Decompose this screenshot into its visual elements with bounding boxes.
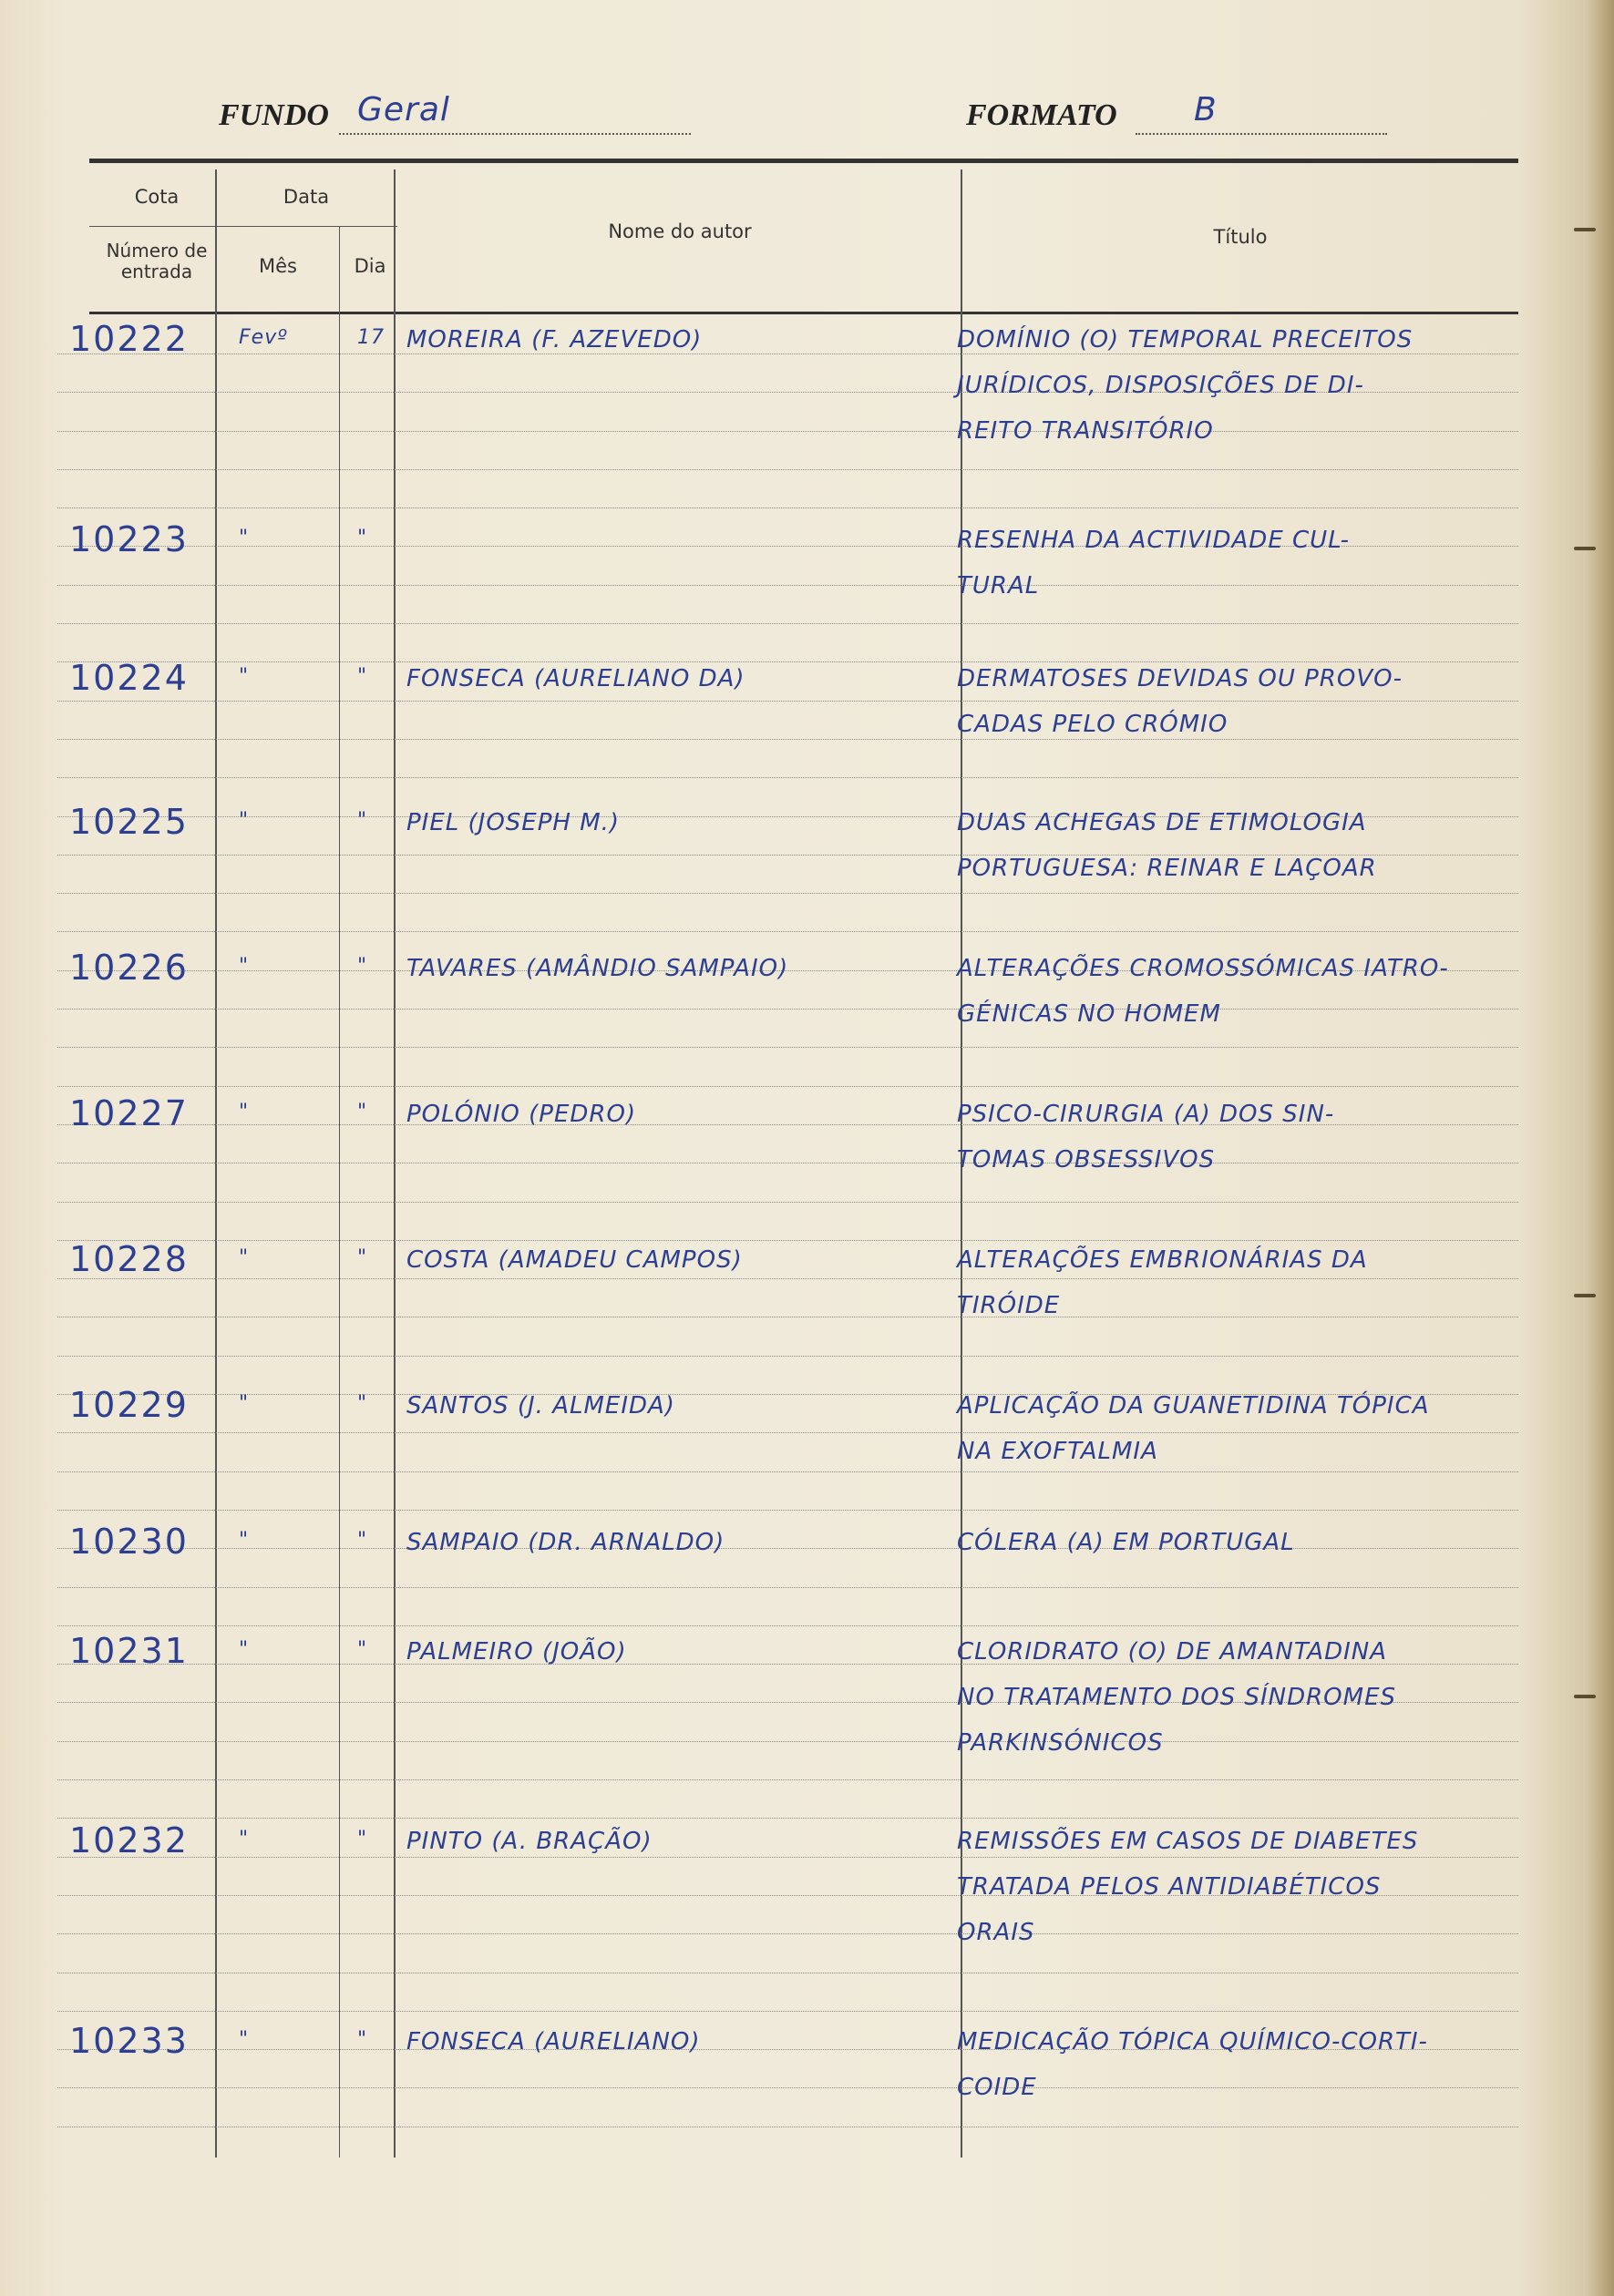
ruled-line bbox=[57, 1471, 1518, 1472]
entry-autor: COSTA (AMADEU CAMPOS) bbox=[406, 1246, 743, 1274]
ruled-line bbox=[57, 1240, 1518, 1241]
entry-autor: PALMEIRO (JOÃO) bbox=[406, 1638, 627, 1666]
ruled-line bbox=[57, 1625, 1518, 1626]
entry-mes: " bbox=[239, 1529, 250, 1552]
entry-autor: PIEL (JOSEPH M.) bbox=[406, 809, 621, 836]
binding-stitch bbox=[1574, 1695, 1596, 1698]
entry-mes: " bbox=[239, 527, 250, 549]
entry-titulo-line: CLORIDRATO (O) DE AMANTADINA bbox=[957, 1638, 1388, 1666]
entry-autor: TAVARES (AMÂNDIO SAMPAIO) bbox=[406, 955, 789, 982]
formato-underline bbox=[1136, 133, 1387, 135]
column-header-mes: Mês bbox=[259, 255, 297, 277]
ruled-line bbox=[57, 1086, 1518, 1087]
entry-cota: 10224 bbox=[69, 658, 189, 698]
entry-dia: " bbox=[357, 1529, 368, 1552]
column-header-cota: Cota bbox=[134, 186, 180, 208]
entry-titulo-line: RESENHA DA ACTIVIDADE CUL- bbox=[957, 527, 1351, 554]
entry-titulo-line: PSICO-CIRURGIA (A) DOS SIN- bbox=[957, 1101, 1335, 1128]
entry-titulo-line: MEDICAÇÃO TÓPICA QUÍMICO-CORTI- bbox=[957, 2028, 1428, 2055]
page-binding-edge bbox=[1583, 0, 1614, 2296]
entry-titulo-line: GÉNICAS NO HOMEM bbox=[957, 1000, 1221, 1028]
column-rule-cota bbox=[215, 169, 217, 2158]
entry-titulo-line: PORTUGUESA: REINAR E LAÇOAR bbox=[957, 855, 1377, 882]
entry-titulo-line: CÓLERA (A) EM PORTUGAL bbox=[957, 1529, 1295, 1556]
entry-titulo-line: TURAL bbox=[957, 572, 1040, 600]
ruled-line bbox=[57, 1432, 1518, 1433]
entry-titulo-line: REMISSÕES EM CASOS DE DIABETES bbox=[957, 1828, 1419, 1855]
ruled-line bbox=[57, 1278, 1518, 1279]
entry-mes: " bbox=[239, 1246, 250, 1269]
ruled-line bbox=[57, 1818, 1518, 1819]
entry-mes: " bbox=[239, 809, 250, 832]
entry-cota: 10230 bbox=[69, 1522, 189, 1562]
entry-titulo-line: TIRÓIDE bbox=[957, 1292, 1061, 1319]
ruled-line bbox=[57, 777, 1518, 778]
entry-titulo-line: REITO TRANSITÓRIO bbox=[957, 417, 1214, 445]
formato-value: B bbox=[1194, 91, 1218, 128]
ruled-line bbox=[57, 1202, 1518, 1203]
entry-titulo-line: DUAS ACHEGAS DE ETIMOLOGIA bbox=[957, 809, 1367, 836]
entry-autor: PINTO (A. BRAÇÃO) bbox=[406, 1828, 653, 1855]
entry-cota: 10227 bbox=[69, 1093, 189, 1133]
entry-titulo-line: PARKINSÓNICOS bbox=[957, 1729, 1164, 1757]
entry-dia: 17 bbox=[357, 326, 385, 349]
entry-titulo-line: CADAS PELO CRÓMIO bbox=[957, 711, 1228, 738]
ruled-line bbox=[57, 1548, 1518, 1549]
entry-dia: " bbox=[357, 665, 368, 688]
entry-mes: " bbox=[239, 1101, 250, 1123]
entry-autor: SAMPAIO (DR. ARNALDO) bbox=[406, 1529, 725, 1556]
entry-titulo-line: APLICAÇÃO DA GUANETIDINA TÓPICA bbox=[957, 1392, 1430, 1420]
ruled-line bbox=[57, 661, 1518, 662]
entry-dia: " bbox=[357, 1828, 368, 1850]
entry-titulo-line: TOMAS OBSESSIVOS bbox=[957, 1146, 1216, 1174]
column-header-data: Data bbox=[283, 186, 330, 208]
ruled-line bbox=[57, 1857, 1518, 1858]
entry-dia: " bbox=[357, 809, 368, 832]
entry-autor: MOREIRA (F. AZEVEDO) bbox=[406, 326, 703, 354]
entry-cota: 10232 bbox=[69, 1820, 189, 1860]
header-divider bbox=[215, 226, 397, 227]
entry-cota: 10233 bbox=[69, 2021, 189, 2061]
entry-cota: 10231 bbox=[69, 1631, 189, 1671]
ruled-line bbox=[57, 1741, 1518, 1742]
ruled-line bbox=[57, 1510, 1518, 1511]
header-divider bbox=[339, 226, 340, 312]
entry-cota: 10229 bbox=[69, 1385, 189, 1425]
ruled-line bbox=[57, 507, 1518, 508]
entry-titulo-line: ALTERAÇÕES EMBRIONÁRIAS DA bbox=[957, 1246, 1368, 1274]
ruled-line bbox=[57, 701, 1518, 702]
header-divider bbox=[89, 226, 224, 227]
column-rule-mes bbox=[339, 312, 340, 2158]
entry-dia: " bbox=[357, 527, 368, 549]
entry-cota: 10228 bbox=[69, 1239, 189, 1279]
ruled-line bbox=[57, 1047, 1518, 1048]
column-header-dia: Dia bbox=[354, 255, 386, 277]
entry-titulo-line: DOMÍNIO (O) TEMPORAL PRECEITOS bbox=[957, 326, 1414, 354]
entry-titulo-line: COIDE bbox=[957, 2074, 1037, 2101]
entry-titulo-line: NO TRATAMENTO DOS SÍNDROMES bbox=[957, 1684, 1397, 1711]
ruled-line bbox=[57, 2011, 1518, 2012]
ruled-line bbox=[57, 739, 1518, 740]
entry-cota: 10222 bbox=[69, 319, 189, 359]
entry-mes: " bbox=[239, 665, 250, 688]
entry-dia: " bbox=[357, 1246, 368, 1269]
table-top-rule bbox=[89, 159, 1518, 163]
binding-stitch bbox=[1574, 228, 1596, 231]
binding-stitch bbox=[1574, 547, 1596, 550]
entry-cota: 10223 bbox=[69, 519, 189, 559]
entry-mes: " bbox=[239, 1392, 250, 1415]
ruled-line bbox=[57, 1356, 1518, 1357]
column-header-titulo: Título bbox=[1213, 226, 1268, 248]
ruled-line bbox=[57, 1933, 1518, 1934]
entry-autor: POLÓNIO (PEDRO) bbox=[406, 1101, 637, 1128]
fundo-underline bbox=[339, 133, 691, 135]
entry-titulo-line: TRATADA PELOS ANTIDIABÉTICOS bbox=[957, 1873, 1382, 1901]
entry-autor: FONSECA (AURELIANO DA) bbox=[406, 665, 745, 692]
fundo-label: FUNDO bbox=[219, 98, 329, 132]
entry-mes: " bbox=[239, 955, 250, 978]
entry-titulo-line: JURÍDICOS, DISPOSIÇÕES DE DI- bbox=[957, 372, 1364, 399]
ruled-line bbox=[57, 431, 1518, 432]
entry-mes: " bbox=[239, 2028, 250, 2051]
entry-dia: " bbox=[357, 955, 368, 978]
fundo-value: Geral bbox=[357, 91, 450, 128]
entry-cota: 10225 bbox=[69, 802, 189, 842]
ruled-line bbox=[57, 585, 1518, 586]
ruled-line bbox=[57, 2087, 1518, 2088]
entry-titulo-line: NA EXOFTALMIA bbox=[957, 1438, 1158, 1465]
ruled-line bbox=[57, 893, 1518, 894]
column-header-nome-autor: Nome do autor bbox=[608, 220, 752, 242]
formato-label: FORMATO bbox=[966, 98, 1117, 132]
column-rule-data bbox=[394, 169, 396, 2158]
entry-titulo-line: DERMATOSES DEVIDAS OU PROVO- bbox=[957, 665, 1403, 692]
ruled-line bbox=[57, 1009, 1518, 1010]
entry-mes: " bbox=[239, 1638, 250, 1661]
entry-autor: FONSECA (AURELIANO) bbox=[406, 2028, 701, 2055]
table-header-rule bbox=[89, 312, 1518, 314]
ruled-line bbox=[57, 623, 1518, 624]
entry-dia: " bbox=[357, 1392, 368, 1415]
entry-dia: " bbox=[357, 1101, 368, 1123]
ruled-line bbox=[57, 469, 1518, 470]
ruled-line bbox=[57, 1779, 1518, 1780]
binding-stitch bbox=[1574, 1294, 1596, 1297]
column-header-numero-entrada: Número de entrada bbox=[106, 240, 208, 282]
entry-mes: " bbox=[239, 1828, 250, 1850]
entry-titulo-line: ORAIS bbox=[957, 1919, 1035, 1946]
ruled-line bbox=[57, 1587, 1518, 1588]
entry-cota: 10226 bbox=[69, 948, 189, 988]
entry-autor: SANTOS (J. ALMEIDA) bbox=[406, 1392, 675, 1420]
ruled-line bbox=[57, 931, 1518, 932]
entry-titulo-line: ALTERAÇÕES CROMOSSÓMICAS IATRO- bbox=[957, 955, 1449, 982]
entry-mes: Fevº bbox=[239, 326, 288, 349]
entry-dia: " bbox=[357, 1638, 368, 1661]
entry-dia: " bbox=[357, 2028, 368, 2051]
